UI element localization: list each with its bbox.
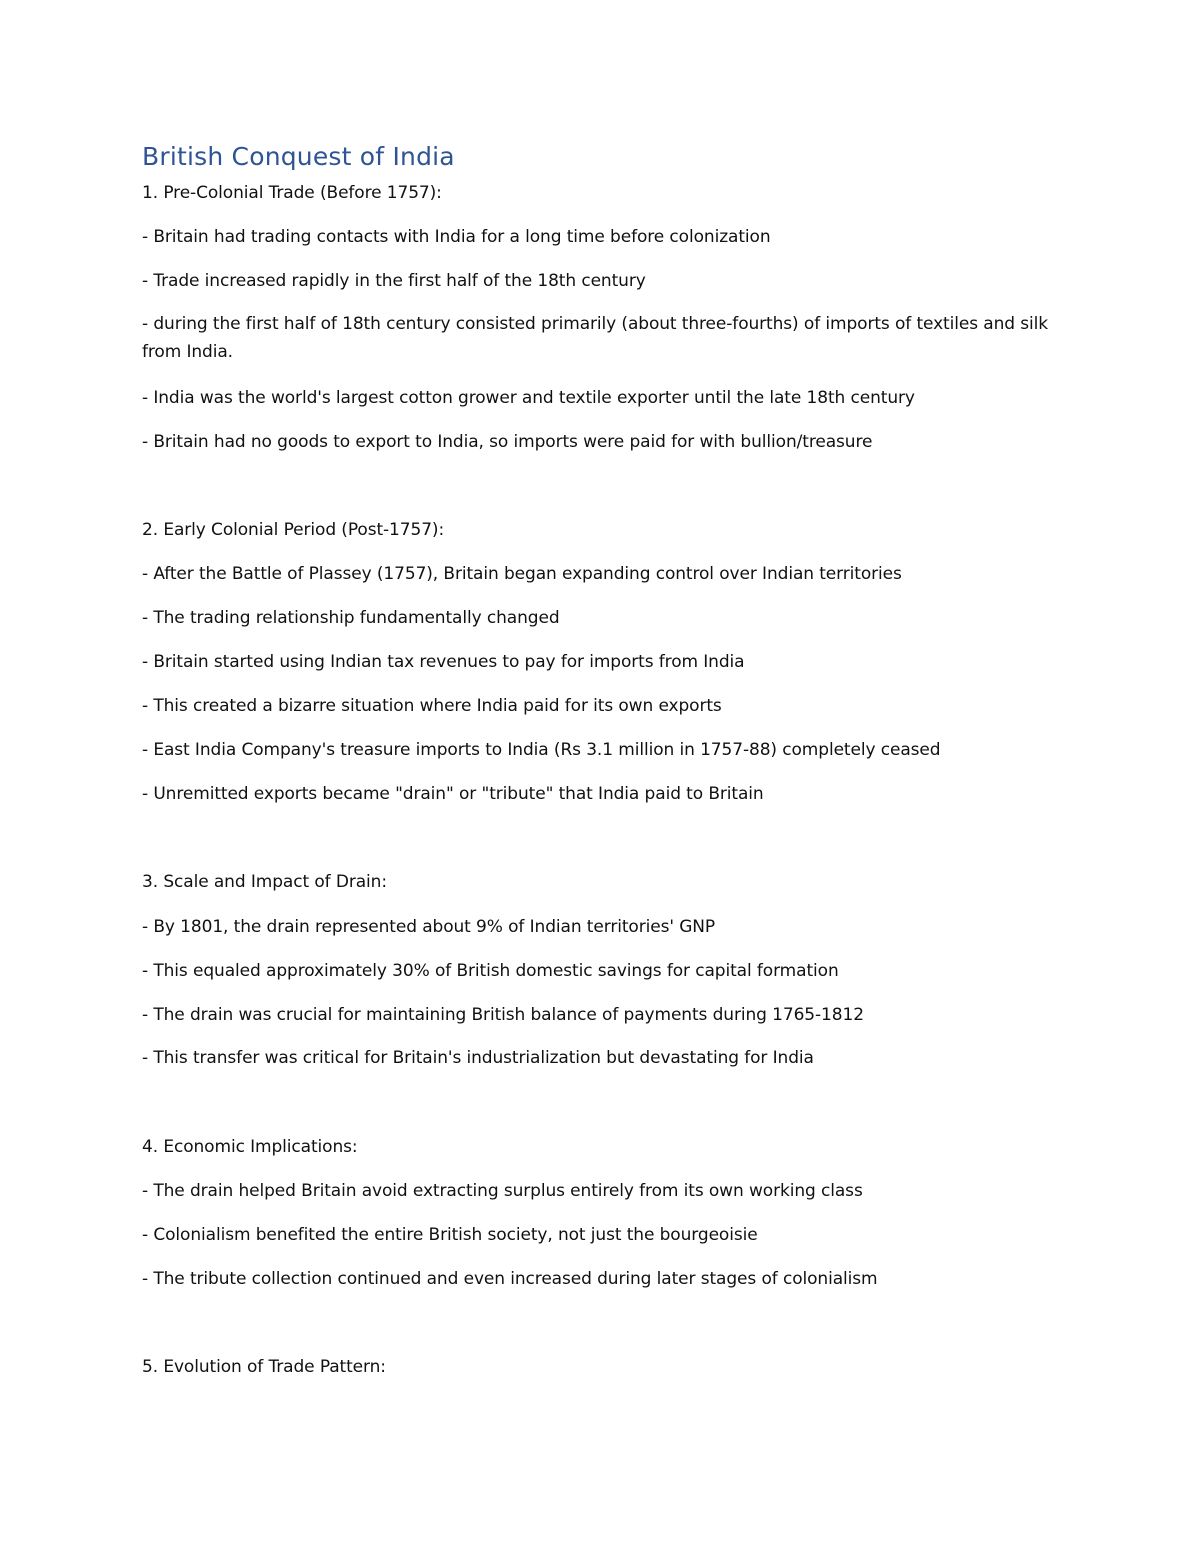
bullet-item: - This created a bizarre situation where India paid for its own exports [142, 696, 722, 716]
bullet-item: - East India Company's treasure imports to India (Rs 3.1 million in 1757-88) completely ceased [142, 740, 941, 760]
bullet-item: - Britain started using Indian tax revenues to pay for imports from India [142, 652, 745, 672]
bullet-item: - The drain was crucial for maintaining British balance of payments during 1765-1812 [142, 1005, 864, 1025]
bullet-item: - The trading relationship fundamentally changed [142, 608, 560, 628]
bullet-item: - After the Battle of Plassey (1757), Britain began expanding control over Indian territories [142, 564, 902, 584]
bullet-item: - Trade increased rapidly in the first half of the 18th century [142, 271, 646, 291]
bullet-item: - Colonialism benefited the entire British society, not just the bourgeoisie [142, 1225, 758, 1245]
section-heading: 1. Pre-Colonial Trade (Before 1757): [142, 183, 442, 203]
section-heading: 4. Economic Implications: [142, 1137, 358, 1157]
section-heading: 3. Scale and Impact of Drain: [142, 872, 387, 892]
bullet-item: - Britain had trading contacts with India for a long time before colonization [142, 227, 771, 247]
bullet-item: - Unremitted exports became "drain" or "tribute" that India paid to Britain [142, 784, 764, 804]
bullet-item: - The tribute collection continued and even increased during later stages of colonialism [142, 1269, 878, 1289]
bullet-item: - This equaled approximately 30% of British domestic savings for capital formation [142, 961, 839, 981]
section-heading: 2. Early Colonial Period (Post-1757): [142, 520, 445, 540]
bullet-item: - By 1801, the drain represented about 9% of Indian territories' GNP [142, 917, 716, 937]
bullet-item: - This transfer was critical for Britain's industrialization but devastating for India [142, 1048, 814, 1068]
bullet-item: - during the first half of 18th century consisted primarily (about three-fourths) of imports of textiles and silk from India. [142, 314, 1049, 362]
bullet-item: - India was the world's largest cotton grower and textile exporter until the late 18th century [142, 388, 915, 408]
bullet-item: - The drain helped Britain avoid extracting surplus entirely from its own working class [142, 1181, 863, 1201]
section-heading: 5. Evolution of Trade Pattern: [142, 1357, 386, 1377]
bullet-item: - Britain had no goods to export to India, so imports were paid for with bullion/treasure [142, 432, 873, 452]
document-title: British Conquest of India [142, 142, 455, 171]
